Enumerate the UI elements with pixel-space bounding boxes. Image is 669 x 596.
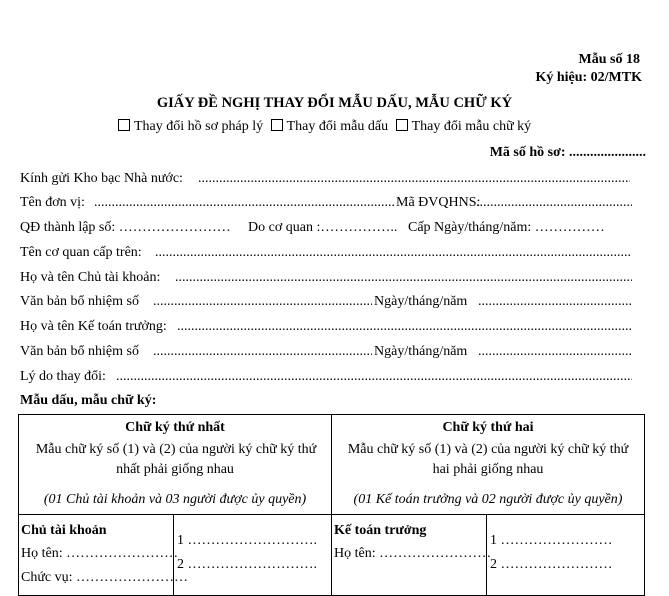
chief-accountant-name[interactable]: Họ tên: …………………… <box>334 546 492 561</box>
checkbox-signature[interactable] <box>396 119 408 131</box>
date-2-field[interactable] <box>478 344 632 360</box>
account-holder-position[interactable]: Chức vụ: …………………… <box>21 570 189 585</box>
option-signature: Thay đổi mẫu chữ ký <box>411 119 532 134</box>
signature-slot-2[interactable]: 2 ………………………. <box>177 557 317 572</box>
document-title: GIẤY ĐỀ NGHỊ THAY ĐỔI MẪU DẤU, MẪU CHỮ KÝ <box>156 95 513 111</box>
establishment-decision[interactable]: QĐ thành lập số: …………………… <box>20 220 231 235</box>
issue-date[interactable]: Cấp Ngày/tháng/năm: …………… <box>408 220 605 235</box>
account-holder-signature-cell <box>19 515 332 596</box>
signature-slot-2b[interactable]: 2 …………………… <box>490 557 613 572</box>
label-reason: Lý do thay đổi: <box>20 369 106 384</box>
label-date-2: Ngày/tháng/năm <box>374 344 468 359</box>
label-date-1: Ngày/tháng/năm <box>374 294 468 309</box>
form-code: Ký hiệu: 02/MTK <box>535 70 642 85</box>
first-signature-note: (01 Chủ tài khoản và 03 người được ủy quyền) <box>43 492 307 507</box>
second-signature-note: (01 Kế toán trưởng và 02 người được ủy quyền) <box>353 492 623 507</box>
signature-slot-1b[interactable]: 1 …………………… <box>490 533 613 548</box>
unit-code-field[interactable] <box>476 195 632 211</box>
first-signature-header <box>19 415 332 515</box>
label-unit-code: Mã ĐVQHNS: <box>396 195 481 210</box>
second-signature-instruction-2: hai phải giống nhau <box>432 462 544 477</box>
superior-agency-field[interactable] <box>155 245 632 261</box>
appointment-doc-1-field[interactable] <box>153 294 372 310</box>
chief-accountant-field[interactable] <box>177 319 632 335</box>
label-account-holder: Họ và tên Chủ tài khoản: <box>20 270 161 285</box>
account-holder-name[interactable]: Họ tên: …………………… <box>21 546 179 561</box>
file-code: Mã số hồ sơ: ...................... <box>489 145 646 160</box>
first-signature-title: Chữ ký thứ nhất <box>125 420 225 435</box>
label-chief-accountant: Họ và tên Kế toán trưởng: <box>20 319 167 334</box>
label-appointment-doc-2: Văn bản bổ nhiệm số <box>20 344 139 359</box>
treasury-field[interactable] <box>198 171 630 187</box>
change-options <box>118 119 531 135</box>
label-unit-name: Tên đơn vị: <box>20 195 85 210</box>
account-holder-role: Chủ tài khoản <box>21 523 107 538</box>
issuing-agency[interactable]: Do cơ quan :…………….. <box>248 220 398 235</box>
label-superior-agency: Tên cơ quan cấp trên: <box>20 245 142 260</box>
date-1-field[interactable] <box>478 294 632 310</box>
cell-divider-1 <box>173 515 174 595</box>
second-signature-header <box>332 415 645 515</box>
checkbox-legal-docs[interactable] <box>118 119 130 131</box>
first-signature-instruction: Mẫu chữ ký số (1) và (2) của người ký chữ ký thứ <box>35 442 317 457</box>
signature-table <box>18 414 645 596</box>
signature-slot-1[interactable]: 1 ………………………. <box>177 533 317 548</box>
cell-divider-2 <box>486 515 487 595</box>
label-appointment-doc-1: Văn bản bổ nhiệm số <box>20 294 139 309</box>
appointment-doc-2-field[interactable] <box>153 344 372 360</box>
account-holder-field[interactable] <box>175 270 632 286</box>
chief-accountant-role: Kế toán trưởng <box>334 523 427 538</box>
checkbox-seal[interactable] <box>271 119 283 131</box>
form-number: Mẫu số 18 <box>578 52 640 67</box>
first-signature-instruction-2: nhất phải giống nhau <box>116 462 234 477</box>
option-seal: Thay đổi mẫu dấu <box>286 119 389 134</box>
label-treasury: Kính gửi Kho bạc Nhà nước: <box>20 171 183 186</box>
reason-field[interactable] <box>116 369 632 385</box>
chief-accountant-signature-cell <box>332 515 645 596</box>
second-signature-instruction: Mẫu chữ ký số (1) và (2) của người ký chữ ký thứ <box>347 442 629 457</box>
seal-signature-label: Mẫu dấu, mẫu chữ ký: <box>20 393 157 408</box>
second-signature-title: Chữ ký thứ hai <box>442 420 534 435</box>
option-legal-docs: Thay đổi hồ sơ pháp lý <box>134 119 264 134</box>
unit-name-field[interactable] <box>94 195 394 211</box>
